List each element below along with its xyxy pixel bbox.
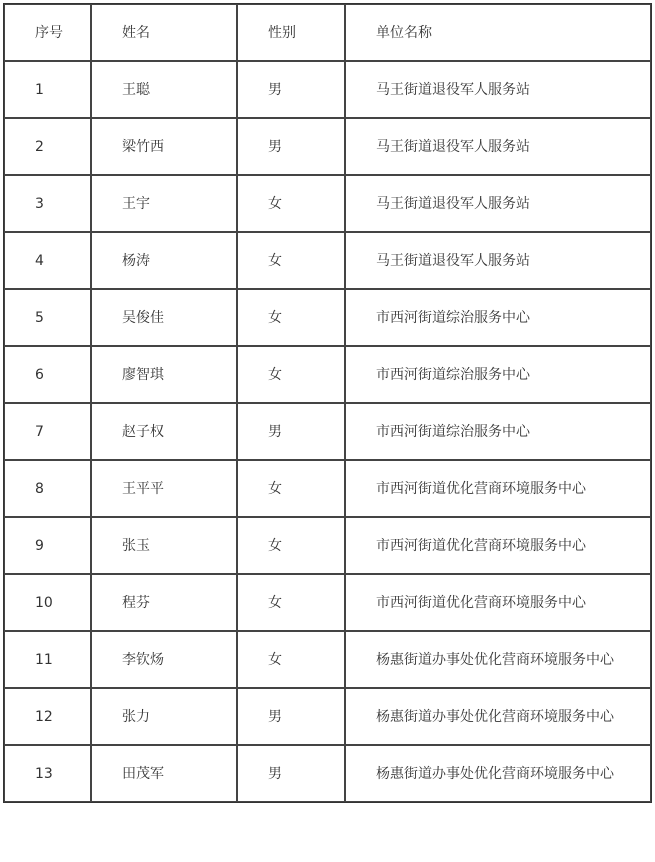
header-unit: 单位名称 xyxy=(345,4,651,61)
cell-name: 王聪 xyxy=(91,61,237,118)
cell-index: 2 xyxy=(4,118,91,175)
table-row xyxy=(4,175,651,232)
cell-gender: 女 xyxy=(237,232,345,289)
table-row xyxy=(4,745,651,802)
cell-index: 4 xyxy=(4,232,91,289)
header-gender: 性别 xyxy=(237,4,345,61)
cell-gender: 女 xyxy=(237,517,345,574)
cell-unit: 马王街道退役军人服务站 xyxy=(345,175,651,232)
cell-gender: 男 xyxy=(237,118,345,175)
cell-gender: 男 xyxy=(237,745,345,802)
cell-gender: 女 xyxy=(237,460,345,517)
cell-unit: 市西河街道优化营商环境服务中心 xyxy=(345,517,651,574)
cell-name: 杨涛 xyxy=(91,232,237,289)
cell-index: 13 xyxy=(4,745,91,802)
table-row xyxy=(4,118,651,175)
table-row xyxy=(4,517,651,574)
table-header-row xyxy=(4,4,651,61)
personnel-table xyxy=(3,3,652,803)
cell-name: 李钦炀 xyxy=(91,631,237,688)
table-row xyxy=(4,232,651,289)
cell-unit: 杨惠街道办事处优化营商环境服务中心 xyxy=(345,631,651,688)
cell-unit: 马王街道退役军人服务站 xyxy=(345,61,651,118)
personnel-table-container xyxy=(3,3,652,803)
cell-name: 王平平 xyxy=(91,460,237,517)
cell-index: 1 xyxy=(4,61,91,118)
cell-index: 5 xyxy=(4,289,91,346)
table-row xyxy=(4,61,651,118)
cell-unit: 杨惠街道办事处优化营商环境服务中心 xyxy=(345,688,651,745)
table-row xyxy=(4,631,651,688)
cell-name: 张力 xyxy=(91,688,237,745)
cell-name: 梁竹西 xyxy=(91,118,237,175)
cell-name: 田茂军 xyxy=(91,745,237,802)
cell-name: 程芬 xyxy=(91,574,237,631)
cell-gender: 女 xyxy=(237,289,345,346)
cell-unit: 市西河街道优化营商环境服务中心 xyxy=(345,574,651,631)
cell-unit: 市西河街道综治服务中心 xyxy=(345,403,651,460)
cell-index: 11 xyxy=(4,631,91,688)
cell-gender: 男 xyxy=(237,403,345,460)
header-index: 序号 xyxy=(4,4,91,61)
table-row xyxy=(4,688,651,745)
cell-gender: 男 xyxy=(237,61,345,118)
cell-unit: 杨惠街道办事处优化营商环境服务中心 xyxy=(345,745,651,802)
cell-name: 廖智琪 xyxy=(91,346,237,403)
cell-gender: 女 xyxy=(237,574,345,631)
cell-gender: 女 xyxy=(237,631,345,688)
cell-gender: 女 xyxy=(237,346,345,403)
cell-gender: 男 xyxy=(237,688,345,745)
cell-index: 3 xyxy=(4,175,91,232)
cell-name: 吴俊佳 xyxy=(91,289,237,346)
header-name: 姓名 xyxy=(91,4,237,61)
cell-name: 赵子权 xyxy=(91,403,237,460)
table-row xyxy=(4,346,651,403)
table-row xyxy=(4,574,651,631)
cell-unit: 市西河街道综治服务中心 xyxy=(345,346,651,403)
cell-index: 8 xyxy=(4,460,91,517)
cell-unit: 市西河街道综治服务中心 xyxy=(345,289,651,346)
cell-gender: 女 xyxy=(237,175,345,232)
cell-index: 12 xyxy=(4,688,91,745)
cell-unit: 马王街道退役军人服务站 xyxy=(345,118,651,175)
cell-unit: 马王街道退役军人服务站 xyxy=(345,232,651,289)
cell-index: 10 xyxy=(4,574,91,631)
cell-name: 王宇 xyxy=(91,175,237,232)
table-row xyxy=(4,403,651,460)
cell-unit: 市西河街道优化营商环境服务中心 xyxy=(345,460,651,517)
table-row xyxy=(4,289,651,346)
cell-name: 张玉 xyxy=(91,517,237,574)
table-row xyxy=(4,460,651,517)
cell-index: 7 xyxy=(4,403,91,460)
cell-index: 6 xyxy=(4,346,91,403)
cell-index: 9 xyxy=(4,517,91,574)
